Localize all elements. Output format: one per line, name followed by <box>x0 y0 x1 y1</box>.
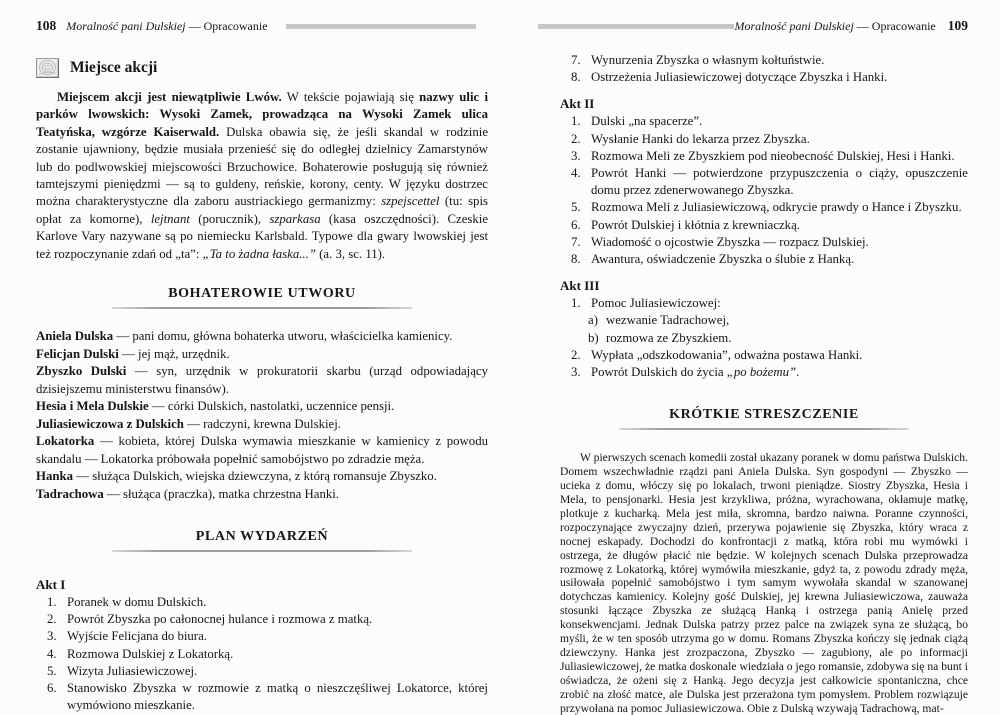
running-title-left <box>66 19 267 34</box>
plan-item: Rozmowa Meli z Juliasiewiczową, odkrycie prawdy o Hance i Zbyszku. <box>591 200 962 215</box>
right-page <box>560 0 968 715</box>
running-title-right <box>734 19 935 34</box>
plan-item: Wizyta Juliasiewiczowej. <box>67 663 198 678</box>
plan-item: Rozmowa Meli ze Zbyszkiem pod nieobecność Dulskiej, Hesi i Hanki. <box>591 148 955 163</box>
plan-item: Rozmowa Dulskiej z Lokatorką. <box>67 646 234 661</box>
plan-item: Wynurzenia Zbyszka o własnym kołtuństwie. <box>591 53 825 67</box>
ornament-swirl-icon <box>36 58 59 78</box>
section-heading-miejsce-akcji <box>36 58 488 78</box>
characters-heading <box>36 286 488 309</box>
plan-item: Wiadomość o ojcostwie Zbyszka — rozpacz Dulskiej. <box>591 234 869 249</box>
akt2-list <box>560 113 968 268</box>
character-entry: Hanka — służąca Dulskich, wiejska dziewczyna, z którą romansuje Zbyszko. <box>36 469 437 484</box>
section-heading-label: Miejsce akcji <box>70 59 158 76</box>
header-bar-right <box>538 24 734 29</box>
plan-item: Awantura, oświadczenie Zbyszka o ślubie z Hanką. <box>591 252 855 267</box>
plan-item: Powrót Zbyszka po całonocnej hulance i rozmowa z matką. <box>67 612 373 627</box>
summary-paragraph: W pierwszych scenach komedii został ukazany poranek w domu państwa Dulskich. Domem wszechwładnie rządzi pani Aniela Dulska. Syn gospodyni — Zbyszko — ucieka z domu, włóczy się po lokalach, trwoni pieniądze. Siostry Zbyszka, Hesia i Mela, to pensjonarki. Hesia jest krzykliwa, próżna, wyrachowana, okłamuje matkę, plotkuje z kucharką. Mela jest miła, skromna, bardzo naiwna. Poranne czynności, rozpoczynające zwyczajny dzień, przerywa pojawienie się Zbyszka, który wraca z nocnej eskapady. Dochodzi do konfrontacji z matką, która robi mu wymówki i ostrzega, że długów płacić nie będzie. W kolejnych scenach Dulska przeprowadza rozmowę z Lokatorką, której wymówiła mieszkanie, gdyż ta, z powodu zdrady męża, usiłowała popełnić samobójstwo i tym samym wywołała skandal w szanowanej dotychczas kamienicy. Kolejny gość Dulskiej, jej krewna Juliasiewiczowa, zauważa stosunki łączące Zbyszka ze służącą Hanką i ostrzega panią Anielę przed konsekwencjami. Jednak Dulska patrzy przez palce na związek syna ze służącą, bo myśli, że w ten sposób utrzyma go w domu. Romans Zbyszka kończy się jednak ciążą dziewczyny. Hanka jest zrozpaczona, Zbyszko — zagubiony, ale po informacji Juliasiewiczowej, że matka doskonale wiedziała o jego romansie, zdobywa się na bunt i oświadcza, że ożeni się z Hanką. Jego decyzja jest całkowicie spontaniczna, chce zrobić na złość matce, ale Dulska jest przerażona tym pomysłem. Problem rozwiązuje przywołana na pomoc Juliasiewiczowa. Obie z Dulską wzywają Tadrachową, mat- <box>560 451 968 715</box>
akt3-label: Akt III <box>560 278 600 294</box>
character-entry: Aniela Dulska — pani domu, główna bohaterka utworu, właścicielka kamienicy. <box>36 329 453 344</box>
plan-item: Wyjście Felicjana do biura. <box>67 629 207 644</box>
running-header-left <box>36 18 488 34</box>
intro-paragraph: Miejscem akcji jest niewątpliwie Lwów. W tekście pojawiają się nazwy ulic i parków lwowskich: Wysoki Zamek, prowadząca na Wysoki Zamek ulica Teatyńska, wzgórze Kaiserwald. Dulska obawia się, że jeśli skandal w rodzinie zostanie ujawniony, będzie musiała przenieść się do odległej dzielnicy Zamarstynów lub do podlwowskiej miejscowości Brzuchowice. Bohaterowie posługują się również tamtejszymi pieniędzmi — są to guldeny, reńskie, korony, centy. W języku dostrzec można charakterystyczne dla zaboru austriackiego germanizmy: szpejscettel (tu: spis opłat za komorne), lejtnant (porucznik), szparkasa (kasa oszczędności). Czeskie Karlove Vary nazywane są po niemiecku Karlsbald. Typowe dla gwary lwowskiej jest też rozpoczynanie zdań od „ta”: „Ta to żadna łaska...” (a. 3, sc. 11). <box>36 90 489 261</box>
left-page <box>36 0 488 712</box>
plan-item: Powrót Dulskiej i kłótnia z krewniaczką. <box>591 217 800 232</box>
heading-rule <box>112 307 412 309</box>
plan-item: Powrót Hanki — potwierdzone przypuszczenia o ciąży, opuszczenie domu przez zdenerwowanego Zbyszka. <box>591 166 968 198</box>
character-entry: Hesia i Mela Dulskie — córki Dulskich, nastolatki, uczennice pensji. <box>36 399 395 414</box>
character-entry: Lokatorka — kobieta, której Dulska wymawia mieszkanie w kamienicy z powodu skandalu — Lokatorka próbowała popełnić samobójstwo po zdradzie męża. <box>36 434 488 466</box>
running-title-suffix: — Opracowanie <box>185 18 268 33</box>
character-entry: Juliasiewiczowa z Dulskich — radczyni, krewna Dulskiej. <box>36 416 341 431</box>
running-title-suffix: — Opracowanie <box>853 18 936 33</box>
summary-heading <box>560 407 968 430</box>
plan-sub-item: rozmowa ze Zbyszkiem. <box>606 330 732 345</box>
plan-item: Wysłanie Hanki do lekarza przez Zbyszka. <box>591 131 810 146</box>
characters-heading-label: BOHATEROWIE UTWORU <box>168 286 356 302</box>
running-title-book: Moralność pani Dulskiej <box>66 18 186 33</box>
plan-item: Stanowisko Zbyszka w rozmowie z matką o nieszczęśliwej Lokatorce, której wymówiono mieszkanie. <box>67 681 488 713</box>
characters-list <box>36 328 488 503</box>
running-title-book: Moralność pani Dulskiej <box>734 18 854 33</box>
plan-sub-item: wezwanie Tadrachowej, <box>606 313 730 328</box>
plan-heading <box>36 529 488 552</box>
plan-item: Poranek w domu Dulskich. <box>67 595 207 610</box>
plan-heading-label: PLAN WYDARZEŃ <box>195 529 329 545</box>
plan-item: Dulski „na spacerze”. <box>591 114 703 129</box>
akt3-list <box>560 295 968 381</box>
character-entry: Tadrachowa — służąca (praczka), matka chrzestna Hanki. <box>36 486 339 501</box>
plan-item: Powrót Dulskich do życia „po bożemu”. <box>591 365 800 380</box>
plan-item: Pomoc Juliasiewiczowej: <box>591 296 721 311</box>
akt1-list-continued <box>560 52 968 86</box>
page-number-left: 108 <box>36 18 57 33</box>
page-number-right: 109 <box>947 18 968 33</box>
plan-item: Wypłata „odszkodowania”, odważna postawa Hanki. <box>591 347 863 362</box>
summary-heading-label: KRÓTKIE STRESZCZENIE <box>669 407 859 423</box>
akt2-label: Akt II <box>560 96 595 112</box>
heading-rule <box>112 550 412 552</box>
akt1-list <box>36 594 488 714</box>
heading-rule <box>619 428 909 430</box>
header-bar-left <box>286 24 476 29</box>
running-header-right <box>560 18 968 34</box>
character-entry: Felicjan Dulski — jej mąż, urzędnik. <box>36 346 230 361</box>
plan-item: Ostrzeżenia Juliasiewiczowej dotyczące Zbyszka i Hanki. <box>591 70 888 85</box>
akt1-label: Akt I <box>36 577 66 593</box>
character-entry: Zbyszko Dulski — syn, urzędnik w prokuratorii skarbu (urząd odpowiadający dzisiejszemu ministerstwu finansów). <box>36 364 488 396</box>
